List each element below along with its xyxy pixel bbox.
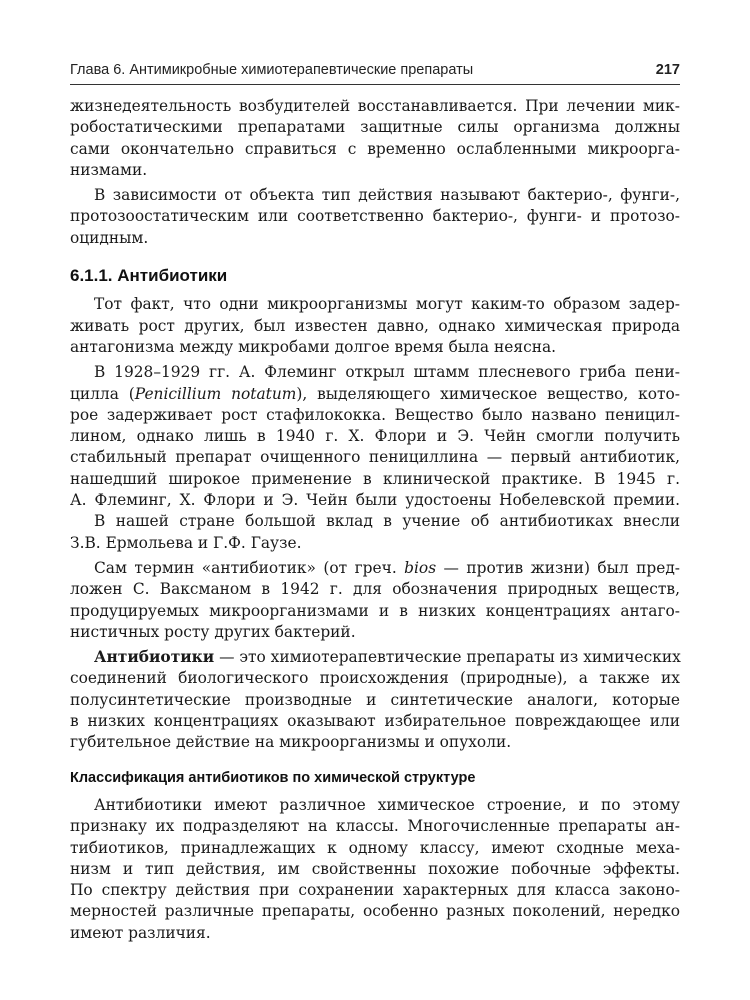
text-line: Антибиотики имеют различное химическое строение, и по этому [94,795,680,814]
text-line: продуцируемых микроорганизмами и в низких концентрациях антаго- [70,601,680,620]
text-line: оцидным. [70,228,149,247]
text-line: низмами. [70,160,148,179]
text-line: робостатическими препаратами защитные силы организма должны [70,118,680,137]
text-run: цилла ( [70,384,135,403]
text-line: антагонизма между микробами долгое время была неясна. [70,337,557,356]
text-line [70,647,680,668]
text-run: ), выделяющего химическое вещество, кото- [296,384,680,403]
definition-term: Антибиотики [94,648,215,667]
running-header [70,62,680,78]
page-number: 217 [655,62,680,78]
text-run: — это химиотерапевтические препараты из химических [214,648,681,667]
paragraph-7 [70,795,680,944]
chapter-title: Глава 6. Антимикробные химиотерапевтические препараты [70,62,474,78]
text-run: Сам термин «антибиотик» (от греч. [94,558,405,577]
text-line: В зависимости от объекта тип действия называют бактерио-, фунги-, [94,186,680,205]
paragraph-4 [70,362,680,554]
page-body [70,96,680,948]
text-line: нистичных росту других бактерий. [70,622,356,641]
text-line: имеют различия. [70,923,211,942]
text-line: мерностей различные препараты, особенно разных поколений, нередко [70,902,680,921]
text-line: нашедший широкое применение в клинической практике. В 1945 г. [70,469,680,488]
text-line: признаку их подразделяют на классы. Многочисленные препараты ан- [70,817,680,836]
paragraph-6 [70,647,680,753]
text-line [70,558,680,579]
text-line: стабильный препарат очищенного пенициллина — первый антибиотик, [70,448,680,467]
text-line: жизнедеятельность возбудителей восстанавливается. При лечении мик- [70,97,680,115]
text-line: низм и тип действия, им свойственны похожие побочные эффекты. [70,859,680,878]
text-line: живать рост других, был известен давно, однако химическая природа [70,316,680,335]
text-line: в низких концентрациях оказывают избирательное повреждающее или [70,712,680,731]
paragraph-3 [70,294,680,358]
text-line: В 1928–1929 гг. А. Флеминг открыл штамм плесневого гриба пени- [94,363,680,382]
text-line: сами окончательно справиться с временно ослабленными микроорга- [70,139,680,158]
paragraph-5 [70,558,680,643]
section-heading: 6.1.1. Антибиотики [70,266,228,286]
text-line: лином, однако лишь в 1940 г. Х. Флори и Э. Чейн смогли получить [70,427,680,446]
text-line: А. Флеминг, Х. Флори и Э. Чейн были удостоены Нобелевской премии. [70,491,680,510]
paragraph-2 [70,185,680,249]
text-line: тибиотиков, принадлежащих к одному классу, имеют сходные меха- [70,838,680,857]
paragraph-1 [70,96,680,181]
text-line: губительное действие на микроорганизмы и опухоли. [70,733,512,752]
text-line: ложен С. Ваксманом в 1942 г. для обозначения природных веществ, [70,580,680,599]
text-line [70,384,680,405]
text-line: В нашей стране большой вклад в учение об антибиотиках внесли [94,512,680,531]
subsection-heading: Классификация антибиотиков по химической структуре [70,769,476,786]
text-line: Тот факт, что одни микроорганизмы могут каким-то образом задер- [94,295,680,314]
header-rule [70,84,680,85]
greek-term: bios [404,558,437,577]
text-line: По спектру действия при сохранении характерных для класса законо- [70,881,680,900]
text-line: З.В. Ермольева и Г.Ф. Гаузе. [70,533,302,552]
latin-species-name: Penicillium notatum [134,384,297,403]
text-line: соединений биологического происхождения (природные), а также их [70,669,680,688]
text-run: — против жизни) был пред- [436,558,680,577]
text-line: рое задерживает рост стафилококка. Вещество было названо пеницил- [70,405,680,424]
text-line: протозоостатическим или соответственно бактерио-, фунги- и протозо- [70,207,680,226]
text-line: полусинтетические производные и синтетические аналоги, которые [70,690,680,709]
